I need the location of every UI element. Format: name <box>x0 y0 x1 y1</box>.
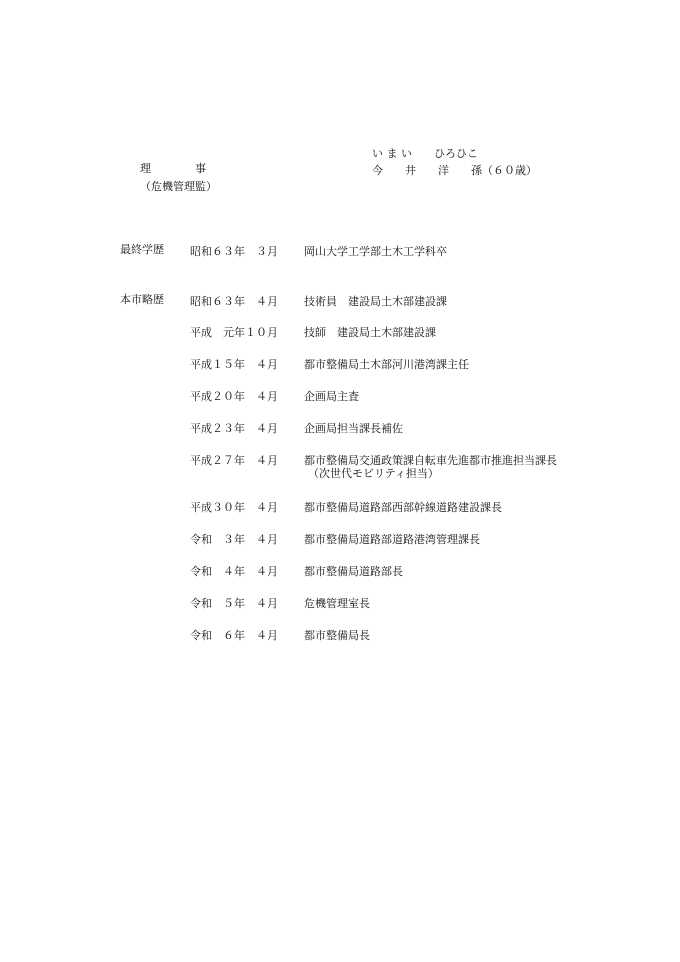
career-item <box>0 452 680 492</box>
career-item <box>0 420 680 450</box>
career-item <box>0 595 680 625</box>
career-description: 企画局担当課長補佐 <box>304 422 403 435</box>
career-description: 技師 建設局土木部建設課 <box>304 326 436 339</box>
education-description: 岡山大学工学部土木工学科卒 <box>304 245 447 258</box>
name-furigana: い ま い ひろひこ <box>372 147 478 160</box>
career-item <box>0 324 680 354</box>
career-item <box>0 499 680 529</box>
position-title: 理 事 <box>140 162 206 175</box>
career-note: （次世代モビリティ担当） <box>308 467 439 480</box>
education-row <box>0 243 680 273</box>
career-description: 企画局主査 <box>304 390 359 403</box>
career-description: 都市整備局交通政策課自転車先進都市推進担当課長 <box>304 454 557 467</box>
career-date: 平成 元年１０月 <box>190 326 278 339</box>
career-date: 昭和６３年 ４月 <box>190 295 278 308</box>
career-item <box>0 531 680 561</box>
career-label: 本市略歴 <box>120 293 164 306</box>
career-date: 平成１５年 ４月 <box>190 358 278 371</box>
education-date: 昭和６３年 ３月 <box>190 245 278 258</box>
career-date: 平成２３年 ４月 <box>190 422 278 435</box>
career-date: 平成２７年 ４月 <box>190 454 278 467</box>
career-description: 都市整備局道路部道路港湾管理課長 <box>304 533 480 546</box>
career-description: 都市整備局土木部河川港湾課主任 <box>304 358 469 371</box>
career-item <box>0 356 680 386</box>
career-description: 技術員 建設局土木部建設課 <box>304 295 447 308</box>
career-date: 令和 ３年 ４月 <box>190 533 278 546</box>
career-date: 令和 ５年 ４月 <box>190 597 278 610</box>
person-name: 今 井 洋 孫（６０歳） <box>372 164 537 177</box>
career-date: 令和 ４年 ４月 <box>190 565 278 578</box>
career-date: 平成２０年 ４月 <box>190 390 278 403</box>
career-item <box>0 627 680 657</box>
education-label: 最終学歴 <box>120 243 164 256</box>
career-description: 都市整備局長 <box>304 629 370 642</box>
career-description: 都市整備局道路部西部幹線道路建設課長 <box>304 501 502 514</box>
career-date: 平成３０年 ４月 <box>190 501 278 514</box>
position-subtitle: （危機管理監） <box>140 180 217 193</box>
career-date: 令和 ６年 ４月 <box>190 629 278 642</box>
career-item <box>0 388 680 418</box>
career-description: 都市整備局道路部長 <box>304 565 403 578</box>
career-description: 危機管理室長 <box>304 597 370 610</box>
career-item <box>0 563 680 593</box>
career-item <box>0 293 680 323</box>
